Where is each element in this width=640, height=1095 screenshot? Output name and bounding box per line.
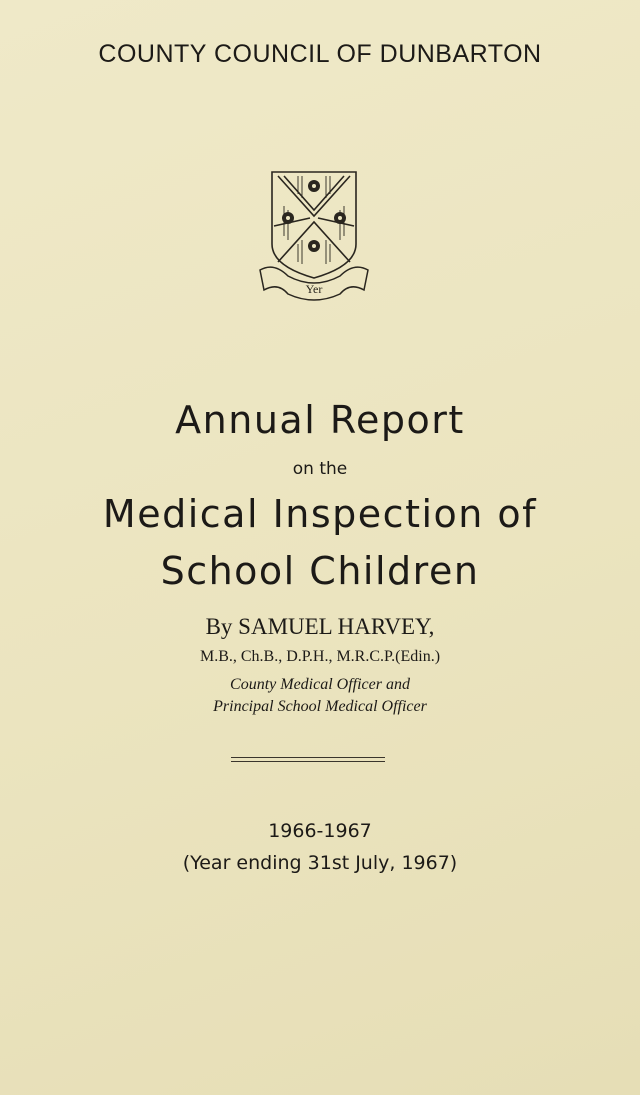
author-role-line2: Principal School Medical Officer <box>213 698 427 715</box>
coat-of-arms-icon <box>254 166 374 306</box>
council-name: COUNTY COUNCIL OF DUNBARTON <box>98 40 542 68</box>
author-role-line1: County Medical Officer and <box>230 676 410 693</box>
divider-rule-top <box>231 757 385 758</box>
crest-motto: Yer <box>305 282 323 296</box>
report-title-line2: Medical Inspection of <box>102 492 538 536</box>
report-title-connector: on the <box>292 459 348 479</box>
author-qualifications: M.B., Ch.B., D.P.H., M.R.C.P.(Edin.) <box>199 648 441 665</box>
report-years: 1966-1967 <box>268 820 372 842</box>
report-title-line1: Annual Report <box>175 398 465 442</box>
year-ending-note: (Year ending 31st July, 1967) <box>182 852 458 874</box>
report-title-line3: School Children <box>160 549 480 593</box>
divider-rule-bottom <box>231 761 385 762</box>
author-byline: By SAMUEL HARVEY, <box>205 614 435 639</box>
